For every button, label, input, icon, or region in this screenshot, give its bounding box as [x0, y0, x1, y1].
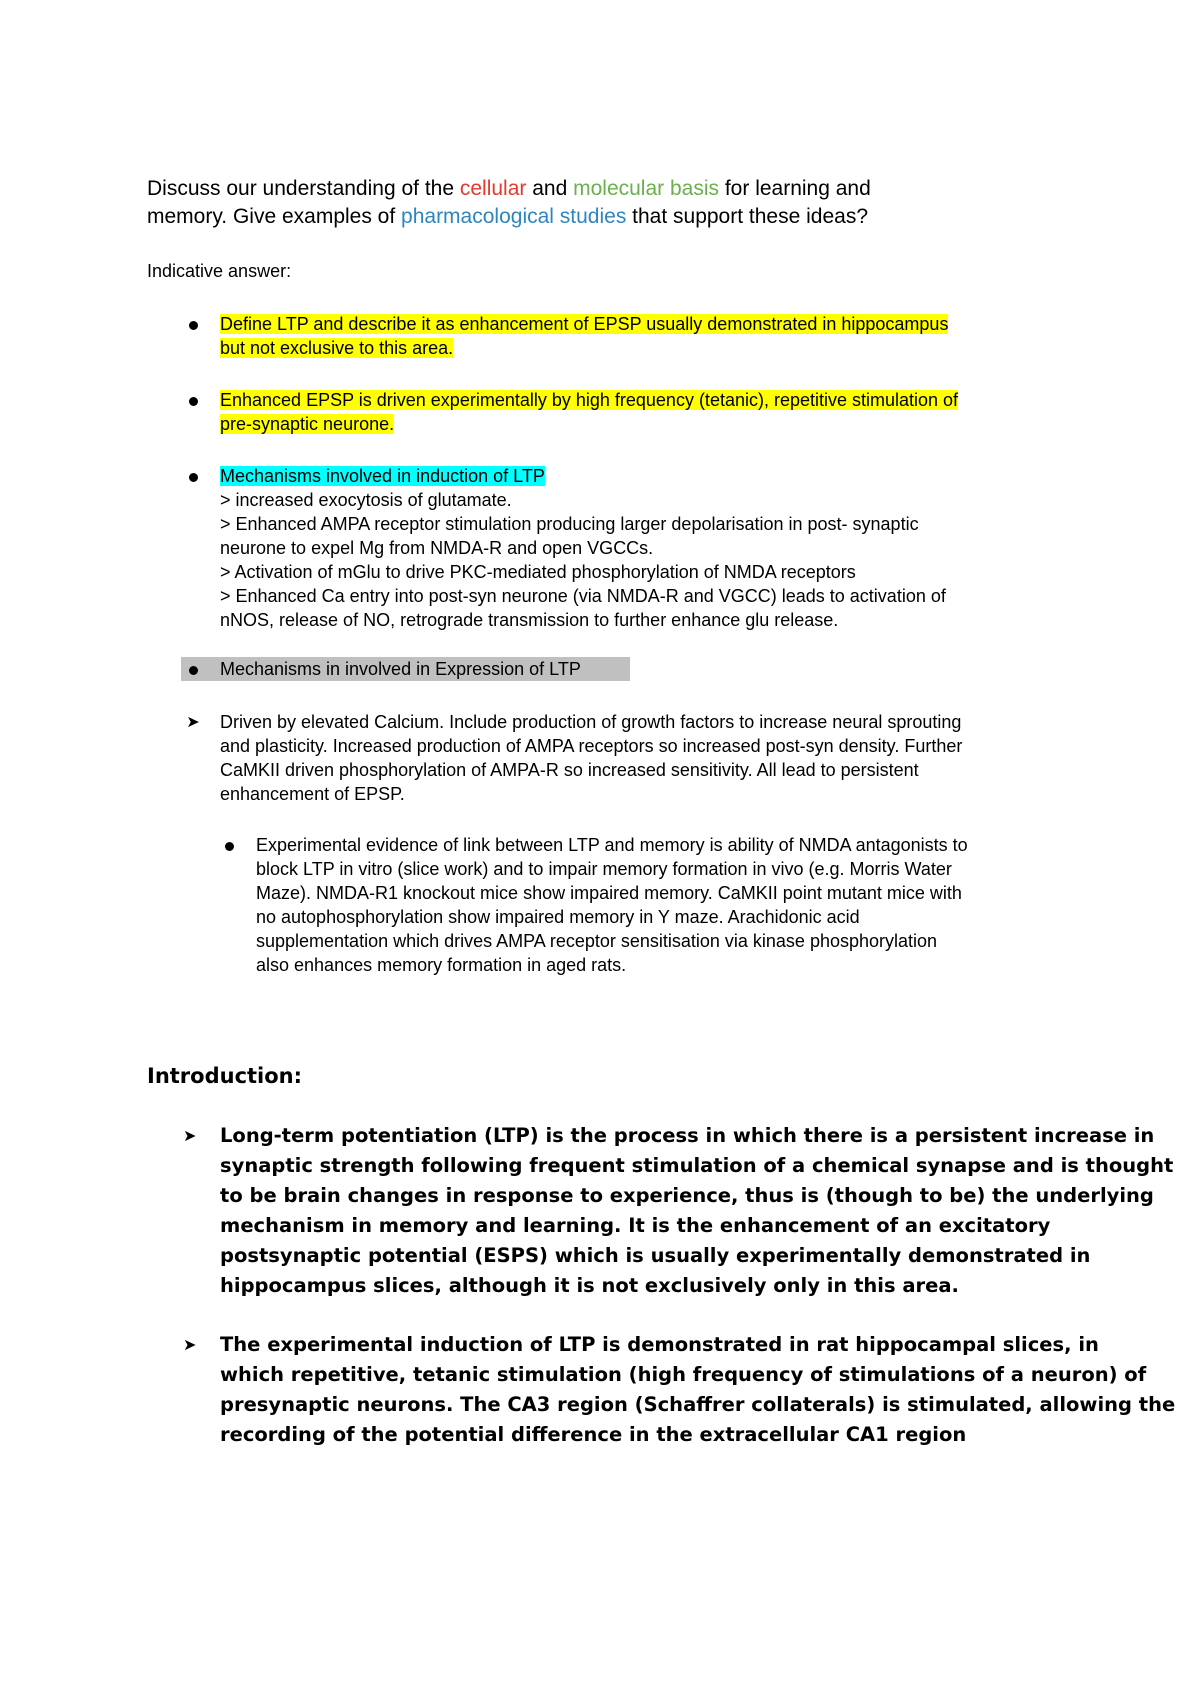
- bullet-text-line: pre-synaptic neurone.: [220, 414, 395, 434]
- intro-text-line: postsynaptic potential (ESPS) which is usually experimentally demonstrated in: [220, 1244, 1091, 1267]
- bullet-heading-expression: Mechanisms in involved in Expression of LTP: [220, 659, 581, 679]
- sub-bullet-text-line: also enhances memory formation in aged rats.: [256, 955, 627, 975]
- intro-text-line: Long-term potentiation (LTP) is the process in which there is a persistent increase in: [220, 1124, 1155, 1147]
- introduction-heading: Introduction:: [147, 1064, 303, 1088]
- bullet-dot-icon: [219, 833, 239, 857]
- bullet-dot-icon: [183, 464, 203, 488]
- bullet-dot-icon: [183, 388, 203, 412]
- sub-bullet-text-line: block LTP in vitro (slice work) and to impair memory formation in vivo (e.g. Morris Water: [256, 859, 952, 879]
- intro-text-line: synaptic strength following frequent stimulation of a chemical synapse and is thought: [220, 1154, 1174, 1177]
- bullet-text-line: nNOS, release of NO, retrograde transmission to further enhance glu release.: [220, 610, 839, 630]
- bullet-heading-induction: Mechanisms involved in induction of LTP: [220, 466, 545, 486]
- sub-bullet-text-line: supplementation which drives AMPA receptor sensitisation via kinase phosphorylation: [256, 931, 938, 951]
- sub-bullet-text-line: Maze). NMDA-R1 knockout mice show impaired memory. CaMKII point mutant mice with: [256, 883, 962, 903]
- bullet-dot-icon: [183, 312, 203, 336]
- term-cellular: cellular: [459, 177, 527, 200]
- question-part3: for learning and: [719, 177, 871, 200]
- arrow-bullet-icon: ➤: [183, 1126, 197, 1145]
- term-pharmacological-studies: pharmacological studies: [401, 205, 627, 228]
- sub-bullet-text-line: no autophosphorylation show impaired memory in Y maze. Arachidonic acid: [256, 907, 860, 927]
- question-line2b: that support these ideas?: [626, 205, 868, 228]
- intro-text-line: hippocampus slices, although it is not exclusively only in this area.: [220, 1274, 959, 1297]
- term-molecular-basis: molecular basis: [573, 177, 720, 200]
- arrow-bullet-icon: ➤: [183, 1335, 197, 1354]
- intro-text-line: which repetitive, tetanic stimulation (high frequency of stimulations of a neuron) of: [220, 1363, 1147, 1386]
- intro-text-line: mechanism in memory and learning. It is the enhancement of an excitatory: [220, 1214, 1051, 1237]
- bullet-text-line: > Activation of mGlu to drive PKC-mediated phosphorylation of NMDA receptors: [220, 562, 856, 582]
- question-text: [147, 175, 1017, 231]
- bullet-text-line: Enhanced EPSP is driven experimentally by high frequency (tetanic), repetitive stimulation of: [220, 390, 959, 410]
- arrow-text-line: Driven by elevated Calcium. Include production of growth factors to increase neural sprouting: [220, 712, 962, 732]
- question-line2a: memory. Give examples of: [147, 205, 402, 228]
- question-part1: Discuss our understanding of the: [147, 177, 460, 200]
- bullet-text-line: > Enhanced Ca entry into post-syn neurone (via NMDA-R and VGCC) leads to activation of: [220, 586, 946, 606]
- indicative-answer-label: Indicative answer:: [147, 261, 292, 281]
- bullet-text-line: > Enhanced AMPA receptor stimulation producing larger depolarisation in post- synaptic: [220, 514, 919, 534]
- intro-text-line: The experimental induction of LTP is demonstrated in rat hippocampal slices, in: [220, 1333, 1099, 1356]
- arrow-text-line: enhancement of EPSP.: [220, 784, 405, 804]
- question-part2: and: [526, 177, 574, 200]
- arrow-bullet-icon: ➤: [186, 712, 200, 731]
- bullet-text-line: neurone to expel Mg from NMDA-R and open VGCCs.: [220, 538, 654, 558]
- intro-text-line: to be brain changes in response to experience, thus is (though to be) the underlying: [220, 1184, 1154, 1207]
- arrow-text-line: CaMKII driven phosphorylation of AMPA-R so increased sensitivity. All lead to persistent: [220, 760, 919, 780]
- bullet-text-line: but not exclusive to this area.: [220, 338, 454, 358]
- bullet-text-line: > increased exocytosis of glutamate.: [220, 490, 512, 510]
- sub-bullet-text-line: Experimental evidence of link between LTP and memory is ability of NMDA antagonists to: [256, 835, 968, 855]
- bullet-dot-icon: [183, 657, 203, 681]
- arrow-text-line: and plasticity. Increased production of AMPA receptors so increased post-syn density. Further: [220, 736, 963, 756]
- bullet-text-line: Define LTP and describe it as enhancement of EPSP usually demonstrated in hippocampus: [220, 314, 949, 334]
- intro-text-line: presynaptic neurons. The CA3 region (Schaffrer collaterals) is stimulated, allowing the: [220, 1393, 1176, 1416]
- intro-text-line: recording of the potential difference in the extracellular CA1 region: [220, 1423, 967, 1446]
